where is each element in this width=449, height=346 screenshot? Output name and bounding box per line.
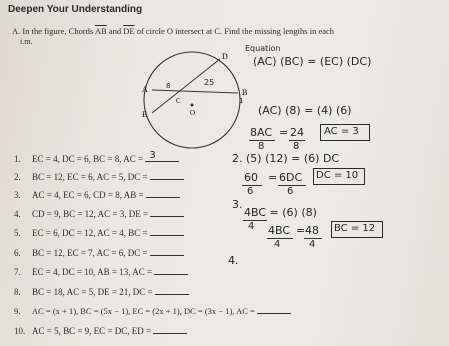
problem-10: 10. AC = 5, BC = 9, EC = DC, ED = <box>14 324 187 336</box>
hw-result2: DC = 10 <box>316 170 359 181</box>
label-d: D <box>222 52 228 61</box>
hw-p3-frac-l: 4BC <box>268 224 291 237</box>
problem-5: 5. EC = 6, DC = 12, AC = 4, BC = <box>14 226 184 238</box>
label-e: E <box>142 110 147 119</box>
answer-blank[interactable] <box>150 207 184 217</box>
instructions-prefix: A. In the figure, Chords <box>12 26 94 36</box>
instructions-suffix: of circle O intersect at C. Find the missing lengths in each <box>136 26 335 36</box>
hw-p3-den-r: 4 <box>309 239 316 250</box>
label-c: C <box>176 97 181 105</box>
section-header: Deepen Your Understanding <box>8 4 143 15</box>
label-a: A <box>142 85 148 94</box>
instructions <box>12 26 437 36</box>
chord-de: $\overline{DE}$ <box>123 26 135 36</box>
answer-blank[interactable] <box>154 265 188 275</box>
answer-blank[interactable] <box>146 188 180 198</box>
hw-result1: AC = 3 <box>324 126 359 137</box>
hw-eq-sign: = <box>268 171 278 184</box>
hw-eq-sign: = <box>279 126 289 139</box>
hw-p2-frac-r: 6DC <box>279 171 303 184</box>
hw-step2-rhs: 24 <box>290 126 304 139</box>
label-o: O <box>190 109 196 117</box>
hw-mark-25: 25 <box>204 78 215 87</box>
chord-ab-line <box>152 90 238 93</box>
answer-blank[interactable] <box>150 226 184 236</box>
center-point <box>191 104 194 107</box>
chord-ab: $\overline{AB}$ <box>94 26 107 36</box>
hw-p3-den-l: 4 <box>274 239 281 250</box>
problem-2: 2. BC = 12, EC = 6, AC = 5, DC = <box>14 170 184 182</box>
problem-7: 7. EC = 4, DC = 10, AB = 13, AC = <box>14 265 188 277</box>
hw-step2-lhs: 8AC <box>250 126 273 139</box>
instructions-and: and <box>108 26 122 36</box>
answer-blank[interactable] <box>153 324 187 334</box>
hw-mark-1: 1 <box>239 97 244 105</box>
hw-step2-lhs-den: 8 <box>258 141 265 152</box>
hw-p2-label: 2. <box>232 152 243 165</box>
problem-3: 3. AC = 4, EC = 6, CD = 8, AB = <box>14 188 180 200</box>
label-b: B <box>242 88 248 97</box>
hw-p2-eq: (5) (12) = (6) DC <box>246 152 340 165</box>
hw-p2-frac-l: 60 <box>244 171 258 184</box>
hw-frac-bar <box>243 220 267 221</box>
hw-mark-8: 8 <box>166 82 171 90</box>
hw-p3-eq: 4BC = (6) (8) <box>244 206 317 219</box>
hw-answer: 3 <box>149 150 156 161</box>
circle-o <box>144 52 240 148</box>
answer-blank[interactable] <box>257 304 291 314</box>
hw-eq-sign: = <box>296 224 306 237</box>
problem-9: 9. AC = (x + 1), BC = (5x − 1), EC = (2x + 1), DC = (3x − 1), AC = <box>14 304 291 316</box>
problem-8: 8. BC = 18, AC = 5, DE = 21, DC = <box>14 285 189 297</box>
problem-4: 4. CD = 9, BC = 12, AC = 3, DE = <box>14 207 184 219</box>
circle-diagram <box>130 45 273 155</box>
hw-p3-frac-r: 48 <box>305 224 319 237</box>
answer-blank[interactable] <box>155 285 189 295</box>
answer-blank[interactable] <box>145 152 179 162</box>
hw-p2-den-l: 6 <box>247 186 254 197</box>
hw-p2-den-r: 6 <box>287 186 294 197</box>
problem-1: 1. EC = 4, DC = 6, BC = 8, AC = 3 <box>14 152 179 164</box>
hw-p4-label: 4. <box>228 254 239 267</box>
hw-p3-den: 4 <box>248 221 255 232</box>
hw-step2-rhs-den: 8 <box>293 141 300 152</box>
answer-blank[interactable] <box>150 246 184 256</box>
units-note: i.m. <box>20 37 33 46</box>
hw-step1: (AC) (8) = (4) (6) <box>258 104 352 117</box>
hw-equation-label: Equation <box>245 44 281 53</box>
hw-p3-label: 3. <box>232 198 243 211</box>
hw-equation: (AC) (BC) = (EC) (DC) <box>253 55 372 68</box>
hw-result3: BC = 12 <box>334 223 376 234</box>
problem-6: 6. BC = 12, EC = 7, AC = 6, DC = <box>14 246 184 258</box>
answer-blank[interactable] <box>150 170 184 180</box>
